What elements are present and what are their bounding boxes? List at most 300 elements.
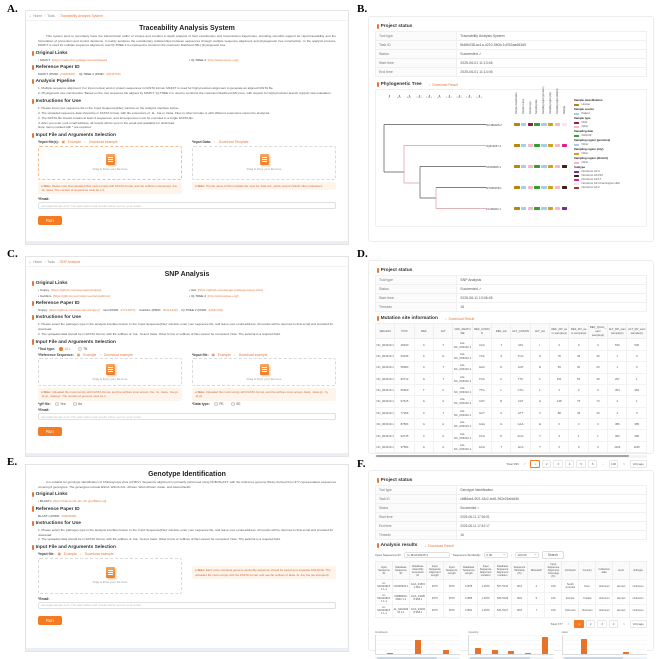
legend-item bbox=[574, 182, 656, 185]
status-row bbox=[376, 522, 647, 531]
legend-label: 2023-09 bbox=[582, 134, 592, 137]
panel-label-b: B. bbox=[357, 3, 367, 15]
annotation-column-label: Sampling region (city) bbox=[548, 91, 555, 114]
page-size-select[interactable]: 10/page bbox=[630, 460, 647, 468]
annotation-tile bbox=[528, 144, 534, 147]
page-button[interactable]: 1 bbox=[530, 460, 540, 468]
column-header[interactable]: Mismatch bbox=[528, 562, 545, 580]
status-key: Start time bbox=[376, 59, 457, 68]
scrollbar-thumb[interactable] bbox=[376, 455, 629, 457]
legend-label: Patient bbox=[582, 112, 590, 115]
annotation-tile bbox=[562, 144, 568, 147]
legend-swatch bbox=[574, 162, 579, 165]
status-row bbox=[376, 68, 647, 77]
section-input: Input File and Arguments Selection bbox=[32, 339, 342, 344]
legend-item bbox=[574, 112, 656, 115]
leaf-accession-label[interactable]: KJ196264.1 bbox=[486, 207, 512, 211]
scale-tick: 2e-4 bbox=[434, 95, 444, 99]
leaf-accession-label[interactable]: JQ613067.1 bbox=[486, 144, 512, 148]
legend-item bbox=[574, 147, 656, 151]
annotation-tile bbox=[514, 207, 520, 210]
data-dropzone[interactable] bbox=[192, 146, 336, 180]
column-header[interactable]: Input Sequence ID bbox=[376, 562, 393, 580]
legend-swatch bbox=[574, 113, 579, 116]
status-value: 2025-06-11 13:06:45 bbox=[457, 294, 647, 303]
column-header[interactable]: REF bbox=[414, 324, 433, 339]
column-header[interactable]: REF_CODON bbox=[472, 324, 491, 339]
status-key: End time bbox=[376, 68, 457, 77]
download-icon: ↓ bbox=[80, 552, 82, 556]
panel-label-c: C. bbox=[7, 248, 18, 260]
column-header[interactable]: Database Sequence Alignment Location bbox=[494, 562, 511, 580]
reference-dropzone[interactable] bbox=[38, 358, 182, 386]
radio-dot-icon bbox=[231, 402, 235, 406]
page-footer bbox=[26, 648, 348, 651]
annotation-tile bbox=[548, 165, 554, 168]
legend-item bbox=[574, 178, 656, 181]
column-header[interactable]: ALT_DP_sam sample(s) bbox=[608, 324, 627, 339]
original-link[interactable]: • IQ-TREE 2 [http://www.iqtree.org/] bbox=[189, 58, 336, 62]
legend-item bbox=[574, 170, 656, 173]
page-button[interactable]: 3 bbox=[553, 460, 563, 468]
legend-label: Other bbox=[582, 161, 589, 164]
annotation-tile bbox=[514, 165, 520, 168]
upload-column-right bbox=[192, 140, 336, 194]
status-row bbox=[376, 495, 647, 504]
table-row: co-MG049915.1 1-1 OR889616-MW2 1-1 GCA_041868 968.1 4576 4576 11585 1-4576 563-5139 99.8 5 100 Europe Croatia Unknown Human Unknown bbox=[376, 592, 647, 604]
gff-radio[interactable]: No bbox=[73, 402, 83, 406]
page-title: SNP Analysis bbox=[30, 271, 344, 278]
breadcrumb-tools[interactable]: / Tools bbox=[44, 14, 55, 18]
section-mutation-info: Mutation site information ↓ Download Result bbox=[377, 316, 645, 321]
status-value: c6f86ae4-9f21-43c2-bc81-962e23abb436 bbox=[457, 495, 647, 504]
status-row bbox=[376, 504, 647, 513]
column-header[interactable]: Host bbox=[613, 562, 630, 580]
bar-chart bbox=[562, 635, 647, 655]
file-icon bbox=[260, 364, 269, 375]
status-value: 16 bbox=[457, 531, 647, 540]
annotation-tile bbox=[521, 165, 527, 168]
page-button[interactable]: 6 bbox=[588, 460, 598, 468]
chart-bar bbox=[492, 650, 498, 654]
legend-label: Norovirus GII.4 bbox=[582, 170, 600, 173]
legend-group-title: Sampling region (district) bbox=[574, 156, 608, 160]
gff-radio[interactable]: Yes bbox=[55, 402, 66, 406]
leaf-accession-label[interactable]: JX646825.1 bbox=[486, 165, 512, 169]
column-header[interactable]: Country bbox=[579, 562, 596, 580]
column-header[interactable]: REGION bbox=[376, 324, 395, 339]
legend-label: Norovirus GII.17 bbox=[582, 178, 602, 181]
next-page-button[interactable]: > bbox=[620, 461, 628, 467]
instruction-line: 1. Please select the pathogen type in the analysis interface below. In the 'Input Sequence(File)' window, enter your sequence file, and leave your email address. All results will be returned to that email and provided for download. bbox=[38, 528, 336, 538]
panel-label-f: F. bbox=[357, 458, 365, 470]
upload-column bbox=[38, 552, 182, 594]
pagination-total: Total 996 bbox=[506, 462, 519, 466]
scale-tick: 1.2e-4 bbox=[414, 95, 424, 99]
column-header[interactable]: REF_RV_sam sample(s) bbox=[569, 324, 588, 339]
email-field[interactable] bbox=[38, 413, 336, 420]
section-analysis-results: Analysis results ↓ Download Result bbox=[377, 543, 645, 548]
status-key: Tool type bbox=[376, 486, 457, 495]
annotation-tile bbox=[521, 144, 527, 147]
stepper-arrows-icon[interactable]: ▴▾ bbox=[503, 554, 505, 556]
intro-paragraph: It is suitable for genotype identification of Chikungunya virus (CHIKV). Sequence alignment is primarily performed using NCBI BLAST, with the reference genome library derived from 377 representative sequences covering 6 genotypes. The genotypes include ESCA, ESCA-IOL, African, West African, Asian, and Asian-Pacific. bbox=[38, 480, 336, 489]
column-header[interactable]: Database Sequence ID bbox=[392, 562, 409, 580]
scale-tick: 2.4e-4 bbox=[444, 95, 454, 99]
breadcrumb-tools[interactable]: / Tools bbox=[44, 260, 55, 264]
annotation-tile bbox=[562, 186, 568, 189]
sequence-id-label: Input Sequence ID bbox=[375, 553, 401, 557]
table-row: NC_003310.1 97584 G A cds-NC_003310.1 ACG T ACA T 0 0 0 1166 1165 bbox=[376, 441, 647, 452]
column-header[interactable]: Continent bbox=[562, 562, 579, 580]
example-link[interactable]: Example bbox=[218, 353, 231, 357]
next-page-button[interactable]: > bbox=[620, 621, 628, 627]
last-page-button[interactable]: 100 bbox=[609, 460, 619, 468]
legend-swatch bbox=[574, 135, 579, 138]
section-input: Input File and Arguments Selection bbox=[32, 545, 342, 550]
status-value: Succeeded ✓ bbox=[457, 285, 647, 294]
datatype-radio[interactable]: PE bbox=[214, 402, 224, 406]
legend-swatch bbox=[574, 175, 579, 178]
status-row bbox=[376, 276, 647, 285]
download-icon: ↓ bbox=[424, 544, 426, 548]
section-reference: Reference Paper ID bbox=[32, 506, 342, 511]
search-button[interactable]: Search bbox=[542, 551, 564, 559]
legend-group-title: Sampling region (city) bbox=[574, 147, 603, 151]
file-icon bbox=[106, 567, 115, 578]
file-icon bbox=[106, 154, 115, 165]
legend-swatch bbox=[574, 179, 579, 182]
similarity-max-stepper[interactable]: 100.00 ▴▾ bbox=[515, 552, 539, 559]
scale-tick: 2.8e-4 bbox=[454, 95, 464, 99]
section-input: Input File and Arguments Selection bbox=[32, 133, 342, 138]
note-box: ● Note: Please note that uploaded files must comply with FASTA format, and the suffixes must accept .fna, .fa, .fasta. The number of sequences must be ≥ 3. bbox=[38, 182, 182, 194]
table-row: co-MG049915.1 1-1 OR436363.1 GCA_018151 381.1 4576 4576 11578 1-4576 567-5143 99.9 2 100 South America Peru Unknown Human Unknown bbox=[376, 580, 647, 592]
download-result-link[interactable]: Download Result bbox=[428, 544, 454, 548]
section-bar bbox=[32, 51, 34, 56]
column-header[interactable]: Database Sequence Length bbox=[460, 562, 477, 580]
leaf-accession-label[interactable]: OU480325.2 bbox=[486, 123, 512, 127]
email-label: *Email: bbox=[38, 597, 336, 601]
pipeline-lines bbox=[30, 86, 344, 96]
status-key: Tool type bbox=[376, 32, 457, 41]
snp-analysis-page bbox=[25, 256, 349, 457]
stepper-arrows-icon[interactable]: ▴▾ bbox=[534, 554, 536, 556]
original-link[interactable]: • IQ-TREE 2 [http://www.iqtree.org/] bbox=[189, 294, 336, 298]
table-row: NC_003310.1 94745 C A cds-NC_003310.1 CCG P ACG T 3 1 1 366 366 bbox=[376, 430, 647, 441]
note-box: ● Note: Each more complete genome assembly sequence should be saved as a separate FASTA file. The uploaded file must comply with the FASTA format, and use file suffixes of fasta, fa, fna, fas (as accepted). bbox=[192, 566, 336, 578]
legend-swatch bbox=[574, 144, 579, 147]
instruction-line: 3. The FASTA file should contain at least 3 sequences, and all sequences must be encoded in a single FASTA file. bbox=[38, 116, 336, 121]
example-icon: ▣ bbox=[62, 140, 65, 144]
bar-chart bbox=[375, 635, 460, 655]
input-file-label: *Input file: bbox=[192, 353, 209, 357]
result-card-snp bbox=[368, 260, 654, 454]
traceability-page bbox=[25, 10, 349, 245]
file-dropzone[interactable] bbox=[38, 146, 182, 180]
page-button[interactable]: 1 bbox=[574, 620, 584, 628]
legend-group-title: Sample classification bbox=[574, 98, 602, 102]
column-header[interactable]: REF_AA bbox=[492, 324, 511, 339]
table-row: NC_003310.1 77296 C T cds-NC_003310.1 GCT A GTT V 88 45 43 2 0 bbox=[376, 407, 647, 418]
page-button[interactable]: 2 bbox=[586, 620, 596, 628]
file-dropzone[interactable] bbox=[38, 558, 182, 594]
instruction-lines bbox=[30, 322, 344, 336]
pagination bbox=[375, 620, 647, 628]
annotation-column-label: Subtype bbox=[562, 91, 569, 114]
page-button[interactable]: 4 bbox=[565, 460, 575, 468]
legend-swatch bbox=[574, 126, 579, 129]
annotation-tile bbox=[541, 207, 547, 210]
results-table bbox=[375, 561, 647, 617]
instruction-line: 1. Please input your sequence file in the 'Input Sequence(File)' window on the analysis interface below. bbox=[38, 106, 336, 111]
instruction-line: 4. After you enter your email address, all results will be sent to the email and available for download. bbox=[38, 121, 336, 126]
annotation-tile bbox=[528, 123, 534, 126]
annotation-column-label: Sampling region (district) bbox=[555, 91, 562, 114]
column-header[interactable]: REF_DP_sam sample(s) bbox=[550, 324, 569, 339]
dropzone-text: Drag & Drop your file here bbox=[93, 580, 128, 584]
reference-item: IQ-TREE 2 (PMID: 32011700) bbox=[181, 308, 223, 312]
column-header[interactable]: Subtype bbox=[630, 562, 647, 580]
project-status-table bbox=[375, 275, 647, 312]
status-key: Status bbox=[376, 50, 457, 59]
column-header[interactable]: Input Sequence Alignment Length bbox=[426, 562, 443, 580]
email-field[interactable] bbox=[38, 602, 336, 609]
download-example-link[interactable]: Download example bbox=[85, 552, 114, 556]
leaf-accession-label[interactable]: MT468158.1 bbox=[486, 186, 512, 190]
similarity-label: Sequence Similarity: bbox=[453, 553, 481, 557]
annotation-column-label: Sample source bbox=[521, 91, 528, 114]
tree-legend bbox=[574, 98, 656, 190]
annotation-tile bbox=[541, 123, 547, 126]
prev-page-button[interactable]: < bbox=[565, 621, 573, 627]
chart-bar bbox=[475, 648, 481, 654]
example-link[interactable]: Example bbox=[68, 140, 81, 144]
annotation-column-label: Sampling region (province) bbox=[541, 91, 548, 114]
legend-swatch bbox=[574, 153, 579, 156]
home-icon: ⌂ bbox=[29, 260, 31, 264]
original-link[interactable]: • BLASTn [https://blast.ncbi.nlm.nih.gov/Blast.cgi] bbox=[38, 499, 185, 503]
table-row: NC_003310.1 55083 C T cds-NC_003310.1 GAC D GAT D 59 30 29 1 0 bbox=[376, 362, 647, 373]
original-link[interactable]: • Gubbins [https://github.com/nickjcroucher/gubbins] bbox=[38, 294, 185, 298]
breadcrumb bbox=[26, 257, 348, 267]
panel-label-a: A. bbox=[7, 3, 18, 15]
original-link[interactable]: • MAFFT [https://mafft.cbrc.jp/alignment/software/] bbox=[38, 58, 185, 62]
radio-dot-icon bbox=[55, 402, 59, 406]
download-example-link[interactable]: Download example bbox=[239, 353, 268, 357]
original-link[interactable]: • Gisi [https://github.com/sanger-pathogens/snp-sites] bbox=[189, 288, 336, 292]
status-key: Status bbox=[376, 504, 457, 513]
status-key: Threads bbox=[376, 531, 457, 540]
download-icon: ↓ bbox=[214, 140, 216, 144]
similarity-min-stepper[interactable]: 0.00 ▴▾ bbox=[484, 552, 508, 559]
column-header[interactable]: Database Assembly Accession ID bbox=[409, 562, 426, 580]
dropzone-text: Drag & Drop your file here bbox=[247, 167, 282, 171]
chart-continent bbox=[375, 630, 460, 659]
chart-country bbox=[468, 630, 553, 659]
legend-label: Other bbox=[582, 152, 589, 155]
status-key: Task ID bbox=[376, 495, 457, 504]
section-instructions: Instructions for Use bbox=[32, 315, 342, 320]
page-button[interactable]: 5 bbox=[576, 460, 586, 468]
section-original-links: Original Links bbox=[32, 492, 342, 497]
gff-label: *gff file: bbox=[38, 402, 51, 406]
prev-page-button[interactable]: < bbox=[521, 461, 529, 467]
tool-type-label: *Tool type: bbox=[38, 347, 55, 351]
status-key: End time bbox=[376, 522, 457, 531]
status-value: Succeeded ✓ bbox=[457, 50, 647, 59]
input-file-label: *Input file(s): bbox=[38, 140, 59, 144]
run-button[interactable]: Run bbox=[38, 616, 62, 625]
datatype-radio[interactable]: SE bbox=[231, 402, 241, 406]
status-row bbox=[376, 486, 647, 495]
status-key: Tool type bbox=[376, 276, 457, 285]
pipeline-line: 2. Phylogenetic tree construction: Based on the root sequence file aligned by MAFFT, IQ-TREE 2 is used to construct the maximum likelihood (ML) tree, with support for high-precision branch support rate evaluation. bbox=[38, 91, 336, 96]
page-button[interactable]: 2 bbox=[542, 460, 552, 468]
status-value: 2025-06-11 17:42:17 bbox=[457, 522, 647, 531]
annotation-tile bbox=[548, 186, 554, 189]
example-link[interactable]: Example bbox=[83, 353, 96, 357]
pagination-total: Total 377 bbox=[550, 622, 563, 626]
chart-title: Continent bbox=[375, 630, 460, 634]
download-example-link[interactable]: Download example bbox=[104, 353, 133, 357]
page-button[interactable]: 4 bbox=[609, 620, 619, 628]
section-original-links: Original Links bbox=[32, 51, 342, 56]
download-result-link[interactable]: Download Result bbox=[449, 317, 475, 321]
section-project-status: Project status bbox=[377, 268, 645, 273]
download-template-link[interactable]: Download Template bbox=[219, 140, 249, 144]
column-header[interactable]: Input Sequence Alignment Location bbox=[477, 562, 494, 580]
sequence-id-input[interactable] bbox=[404, 552, 450, 559]
column-header[interactable]: Input Sequence Length bbox=[443, 562, 460, 580]
datatype-row bbox=[192, 402, 336, 406]
page-button[interactable]: 3 bbox=[597, 620, 607, 628]
note-icon: ● bbox=[41, 184, 43, 188]
instruction-lines bbox=[30, 106, 344, 130]
instruction-line: 2. The uploaded data should be in FASTA format, with file suffixes of .fna, .fa and .fasta. Other forms or suffixes of files cannot be computed. Note: The asterisk is a required field. bbox=[38, 332, 336, 337]
status-value: f6d5b038-ac1a-4210-960b-1d762aa653d9 bbox=[457, 41, 647, 50]
reference-sequence-label: *Reference Sequence: bbox=[38, 353, 74, 357]
table-row: NC_003310.1 63712 G T cds-NC_003310.1 TGC C TTC F 101 52 49 297 1 bbox=[376, 373, 647, 384]
reference-item: Gisi (PMID: 27713837); bbox=[103, 308, 136, 312]
section-project-status: Project status bbox=[377, 24, 645, 29]
email-field[interactable] bbox=[38, 202, 336, 209]
note-box: ● Note: Uploaded file must comply with FASTA format, and the suffixes must accept .fastq, .fastq.gz, .fq, .fq.gz. bbox=[192, 388, 336, 400]
instruction-line: 1. Please select the pathogen type in the analysis interface below. In the 'Input Sequence(File)' window, enter your sequence file, and leave your email address. All results will be returned to that email and provided for download. bbox=[38, 322, 336, 332]
instruction-line: 2. The uploaded data should be in FASTA format, with file suffixes of .fna, .fa and .fasta. Other forms or suffixes of files cannot be computed. Note: The asterisk is a required field. bbox=[38, 537, 336, 542]
breadcrumb-home[interactable]: Home bbox=[33, 260, 42, 264]
tool-type-radio[interactable]: ALL bbox=[59, 347, 70, 351]
radio-dot-icon bbox=[78, 347, 82, 351]
download-result-link[interactable]: Download Result bbox=[432, 83, 458, 87]
legend-item bbox=[574, 103, 656, 106]
original-links-list bbox=[38, 58, 336, 62]
run-button[interactable]: Run bbox=[38, 216, 62, 225]
legend-item bbox=[574, 116, 656, 120]
tree-leaf bbox=[486, 156, 568, 177]
horizontal-scrollbar[interactable] bbox=[375, 455, 647, 458]
annotation-tile bbox=[528, 186, 534, 189]
status-row bbox=[376, 513, 647, 522]
legend-group-title: Sample type bbox=[574, 116, 590, 120]
example-icon: ▣ bbox=[212, 353, 215, 357]
annotation-tile bbox=[534, 144, 540, 147]
column-header[interactable]: ALT_RV_sam sample(s) bbox=[627, 324, 647, 339]
radio-dot-icon bbox=[73, 402, 77, 406]
tree-leaf bbox=[486, 177, 568, 198]
chart-bar bbox=[443, 650, 449, 654]
column-header[interactable]: ALT bbox=[434, 324, 453, 339]
legend-label: Other bbox=[582, 125, 589, 128]
run-button[interactable]: Run bbox=[38, 427, 62, 436]
note-box: ● Note: The file name of this template file must be 'data.csv', which cannot include other characters. bbox=[192, 182, 336, 190]
intro-paragraph: This system aims to accurately trace the transmission paths of viruses and conduct in-depth analysis of their evolutionary and transmission trajectories, providing scientific support for rapid traceability and the formulation of prevention and control decisions. It mainly analyzes the evolutionary relationships between sequences through multiple sequence alignment and phylogenetic tree construction. In the analysis process, MAFFT is used for multiple sequence alignment, and IQ-TREE 2 is employed to construct the maximum likelihood (ML) phylogenetic tree. bbox=[38, 34, 336, 48]
status-row bbox=[376, 32, 647, 41]
legend-label: NGS bbox=[582, 121, 588, 124]
annotation-tile bbox=[555, 207, 561, 210]
annotation-tile bbox=[555, 144, 561, 147]
status-key: Task ID bbox=[376, 41, 457, 50]
column-header[interactable]: Collection date bbox=[596, 562, 613, 580]
reference-item: MAFFT (PMID: 23329690); bbox=[38, 72, 76, 76]
annotation-tile bbox=[514, 186, 520, 189]
column-header[interactable]: Sequence Similarity (%) bbox=[511, 562, 528, 580]
column-header[interactable]: GFF_FEATURE bbox=[453, 324, 472, 339]
radio-dot-icon bbox=[59, 347, 63, 351]
legend-item bbox=[574, 121, 656, 124]
original-link[interactable]: • Snippy [https://github.com/tseemann/snippy] bbox=[38, 288, 185, 292]
chart-bar bbox=[508, 651, 514, 654]
annotation-tile bbox=[521, 186, 527, 189]
legend-item bbox=[574, 143, 656, 146]
example-link[interactable]: Example bbox=[64, 552, 77, 556]
column-header[interactable]: ALT_CODON bbox=[511, 324, 530, 339]
result-charts bbox=[375, 630, 647, 659]
result-card-traceability bbox=[368, 16, 654, 242]
results-filter-row bbox=[375, 551, 647, 559]
column-header[interactable]: Input Sequence Alignment Coverage (%) bbox=[545, 562, 562, 580]
legend-item bbox=[574, 129, 656, 133]
download-example-link[interactable]: Download example bbox=[89, 140, 118, 144]
annotation-tile bbox=[514, 144, 520, 147]
legend-item bbox=[574, 174, 656, 177]
reference-item: IQ-TREE 2 (PMID: 32011700) bbox=[79, 72, 121, 76]
reference-list bbox=[38, 72, 336, 76]
column-header[interactable]: POS bbox=[395, 324, 414, 339]
dropzone-text: Drag & Drop your file here bbox=[93, 377, 128, 381]
tree-leaves bbox=[486, 114, 568, 219]
legend-label: Human bbox=[582, 103, 591, 106]
breadcrumb-current: / Traceability Analysis System bbox=[57, 14, 103, 18]
annotation-tile bbox=[528, 165, 534, 168]
email-label: *Email: bbox=[38, 408, 336, 412]
chart-bar bbox=[387, 653, 393, 654]
page-size-select[interactable]: 10/page bbox=[630, 620, 647, 628]
tool-type-radio[interactable]: TB bbox=[78, 347, 88, 351]
column-header[interactable]: ALT_AA bbox=[530, 324, 549, 339]
section-pipeline: Analysis Pipeline bbox=[32, 79, 342, 84]
column-header[interactable]: REF_QUAL_sam sample(s) bbox=[588, 324, 607, 339]
legend-label: Other bbox=[582, 143, 589, 146]
page-title: Traceability Analysis System bbox=[30, 25, 344, 32]
input-dropzone[interactable] bbox=[192, 358, 336, 386]
breadcrumb-home[interactable]: Home bbox=[33, 14, 42, 18]
status-row bbox=[376, 59, 647, 68]
table-row: NC_003310.1 46940 C T cds-NC_003310.1 ACA T ATA I 0 0 0 530 530 bbox=[376, 339, 647, 350]
annotation-tile bbox=[555, 186, 561, 189]
annotation-column-label: Sample classification bbox=[514, 91, 521, 114]
section-instructions: Instructions for Use bbox=[32, 521, 342, 526]
